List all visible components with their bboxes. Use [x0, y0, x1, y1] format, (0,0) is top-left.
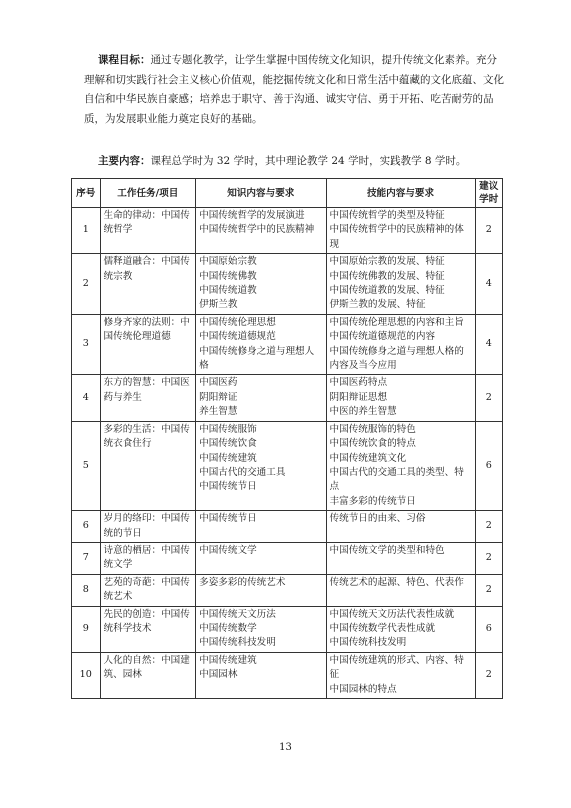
- skill-item: 中国医药特点: [329, 377, 388, 389]
- task-cell: 人化的自然：中国建筑、园林: [100, 652, 196, 698]
- skill-cell: [326, 511, 475, 543]
- skill-item: 中医的养生智慧: [329, 406, 397, 418]
- table-header-row: [72, 179, 503, 208]
- skill-item: 中国原始宗教的发展、特征: [329, 256, 445, 268]
- hours-cell: 2: [475, 542, 503, 574]
- knowledge-cell: [196, 542, 326, 574]
- knowledge-item: 中国园林: [199, 669, 238, 681]
- row-number-cell: 7: [72, 542, 101, 574]
- skill-item: 中国传统数学代表性成就: [329, 622, 436, 634]
- hours-cell: 2: [475, 652, 503, 698]
- knowledge-item: 中国传统建筑: [199, 452, 257, 464]
- table-row: [72, 652, 503, 698]
- hours-cell: 2: [475, 375, 503, 421]
- knowledge-cell: [196, 421, 326, 510]
- task-cell: 岁月的络印：中国传统的节日: [100, 511, 196, 543]
- row-number-cell: 1: [72, 208, 101, 254]
- knowledge-cell: [196, 254, 326, 315]
- knowledge-cell: [196, 652, 326, 698]
- skill-cell: [326, 314, 475, 375]
- course-goal-label: 课程目标：: [98, 54, 151, 66]
- hours-cell: 2: [475, 574, 503, 606]
- skill-item: 中国古代的交通工具的类型、特点: [329, 466, 464, 493]
- skill-cell: [326, 574, 475, 606]
- knowledge-item: 中国传统文学: [199, 544, 257, 556]
- main-content-label: 主要内容：: [98, 155, 151, 167]
- knowledge-item: 中国传统建筑: [199, 654, 257, 666]
- table-row: [72, 314, 503, 375]
- knowledge-item: 中国原始宗教: [199, 256, 257, 268]
- knowledge-item: 中国传统节日: [199, 481, 257, 493]
- row-number-cell: 5: [72, 421, 101, 510]
- knowledge-cell: [196, 208, 326, 254]
- knowledge-item: 中国传统数学: [199, 622, 257, 634]
- hours-cell: 4: [475, 254, 503, 315]
- skill-item: 伊斯兰教的发展、特征: [329, 299, 426, 311]
- skill-cell: [326, 652, 475, 698]
- table-row: [72, 375, 503, 421]
- table-row: [72, 511, 503, 543]
- skill-item: 中国传统修身之道与理想人格的内容及当今应用: [329, 345, 464, 372]
- knowledge-item: 中国传统道德规范: [199, 331, 276, 343]
- hours-cell: 2: [475, 208, 503, 254]
- skill-cell: [326, 421, 475, 510]
- task-cell: 生命的律动：中国传统哲学: [100, 208, 196, 254]
- task-cell: 修身齐家的法则：中国传统伦理道德: [100, 314, 196, 375]
- header-skill: 技能内容与要求: [326, 179, 475, 208]
- header-hours: 建议学时: [475, 179, 503, 208]
- knowledge-item: 中国古代的交通工具: [199, 466, 286, 478]
- skill-item: 阴阳辩证思想: [329, 391, 388, 403]
- table-body: [72, 208, 503, 699]
- knowledge-cell: [196, 574, 326, 606]
- skill-item: 中国传统饮食的特点: [329, 438, 416, 450]
- knowledge-cell: [196, 511, 326, 543]
- task-cell: 儒释道融合：中国传统宗教: [100, 254, 196, 315]
- table-row: [72, 574, 503, 606]
- table-row: [72, 542, 503, 574]
- skill-item: 中国传统佛教的发展、特征: [329, 270, 445, 282]
- header-num: 序号: [72, 179, 101, 208]
- knowledge-item: 中国传统饮食: [199, 438, 257, 450]
- skill-item: 中国传统道德规范的内容: [329, 331, 436, 343]
- skill-item: 中国传统道教的发展、特征: [329, 285, 445, 297]
- course-goal-text: 通过专题化教学，让学生掌握中国传统文化知识，提升传统文化素养。充分理解和切实践行社会主义核心价值观，能挖掘传统文化和日常生活中蕴藏的文化底蕴、文化自信和中华民族自豪感；培养忠于职守、善于沟通、诚实守信、勇于开拓、吃苦耐劳的品质，为发展职业能力奠定良好的基础。: [84, 54, 504, 125]
- row-number-cell: 10: [72, 652, 101, 698]
- hours-cell: 4: [475, 314, 503, 375]
- task-cell: 先民的创造：中国传统科学技术: [100, 606, 196, 652]
- skill-item: 中国传统科技发明: [329, 637, 407, 649]
- knowledge-item: 中国传统节日: [199, 513, 257, 525]
- table-row: [72, 421, 503, 510]
- course-content-table: [71, 178, 503, 699]
- skill-item: 丰富多彩的传统节日: [329, 495, 416, 507]
- table-row: [72, 606, 503, 652]
- skill-cell: [326, 375, 475, 421]
- knowledge-item: 中国传统道教: [199, 285, 257, 297]
- row-number-cell: 9: [72, 606, 101, 652]
- knowledge-item: 中国传统哲学中的民族精神: [199, 224, 315, 236]
- table-row: [72, 254, 503, 315]
- knowledge-item: 中国传统哲学的发展演进: [199, 210, 305, 221]
- hours-cell: 2: [475, 511, 503, 543]
- skill-item: 中国传统建筑文化: [329, 452, 407, 464]
- row-number-cell: 2: [72, 254, 101, 315]
- knowledge-item: 中国传统科技发明: [199, 637, 276, 649]
- header-knowledge: 知识内容与要求: [196, 179, 326, 208]
- skill-cell: [326, 606, 475, 652]
- skill-cell: [326, 254, 475, 315]
- skill-item: 中国传统天文历法代表性成就: [329, 608, 455, 620]
- skill-item: 中国传统哲学中的民族精神的体现: [329, 224, 464, 250]
- main-content-paragraph: [84, 152, 504, 172]
- skill-item: 中国传统哲学的类型及特征: [329, 210, 445, 221]
- skill-cell: [326, 208, 475, 254]
- task-cell: 诗意的栖居：中国传统文学: [100, 542, 196, 574]
- knowledge-item: 中国传统天文历法: [199, 608, 276, 620]
- task-cell: 东方的智慧：中国医药与养生: [100, 375, 196, 421]
- header-task: 工作任务/项目: [100, 179, 196, 208]
- knowledge-item: 中国传统服饰: [199, 423, 257, 435]
- skill-item: 中国传统建筑的形式、内容、特征: [329, 654, 464, 681]
- knowledge-item: 养生智慧: [199, 406, 238, 418]
- skill-item: 中国园林的特点: [329, 683, 397, 695]
- hours-cell: 6: [475, 606, 503, 652]
- knowledge-item: 中国传统伦理思想: [199, 316, 276, 328]
- knowledge-item: 多姿多彩的传统艺术: [199, 576, 286, 588]
- knowledge-cell: [196, 375, 326, 421]
- knowledge-item: 阴阳辩证: [199, 391, 238, 403]
- hours-cell: 6: [475, 421, 503, 510]
- skill-cell: [326, 542, 475, 574]
- skill-item: 中国传统伦理思想的内容和主旨: [329, 316, 464, 328]
- knowledge-item: 中国医药: [199, 377, 238, 389]
- row-number-cell: 8: [72, 574, 101, 606]
- knowledge-cell: [196, 314, 326, 375]
- knowledge-item: 中国传统修身之道与理想人格: [199, 345, 315, 372]
- task-cell: 多彩的生活：中国传统衣食住行: [100, 421, 196, 510]
- course-goal-paragraph: [84, 51, 504, 129]
- knowledge-item: 中国传统佛教: [199, 270, 257, 282]
- row-number-cell: 6: [72, 511, 101, 543]
- table-row: [72, 208, 503, 254]
- knowledge-item: 伊斯兰教: [199, 299, 238, 311]
- page-number: 13: [279, 742, 292, 753]
- skill-item: 中国传统服饰的特色: [329, 423, 416, 435]
- knowledge-cell: [196, 606, 326, 652]
- main-content-text: 课程总学时为 32 学时，其中理论教学 24 学时，实践教学 8 学时。: [150, 155, 467, 167]
- row-number-cell: 4: [72, 375, 101, 421]
- skill-item: 中国传统文学的类型和特色: [329, 544, 445, 556]
- skill-item: 传统节日的由来、习俗: [329, 513, 426, 525]
- row-number-cell: 3: [72, 314, 101, 375]
- task-cell: 艺苑的奇葩：中国传统艺术: [100, 574, 196, 606]
- skill-item: 传统艺术的起源、特色、代表作: [329, 576, 464, 588]
